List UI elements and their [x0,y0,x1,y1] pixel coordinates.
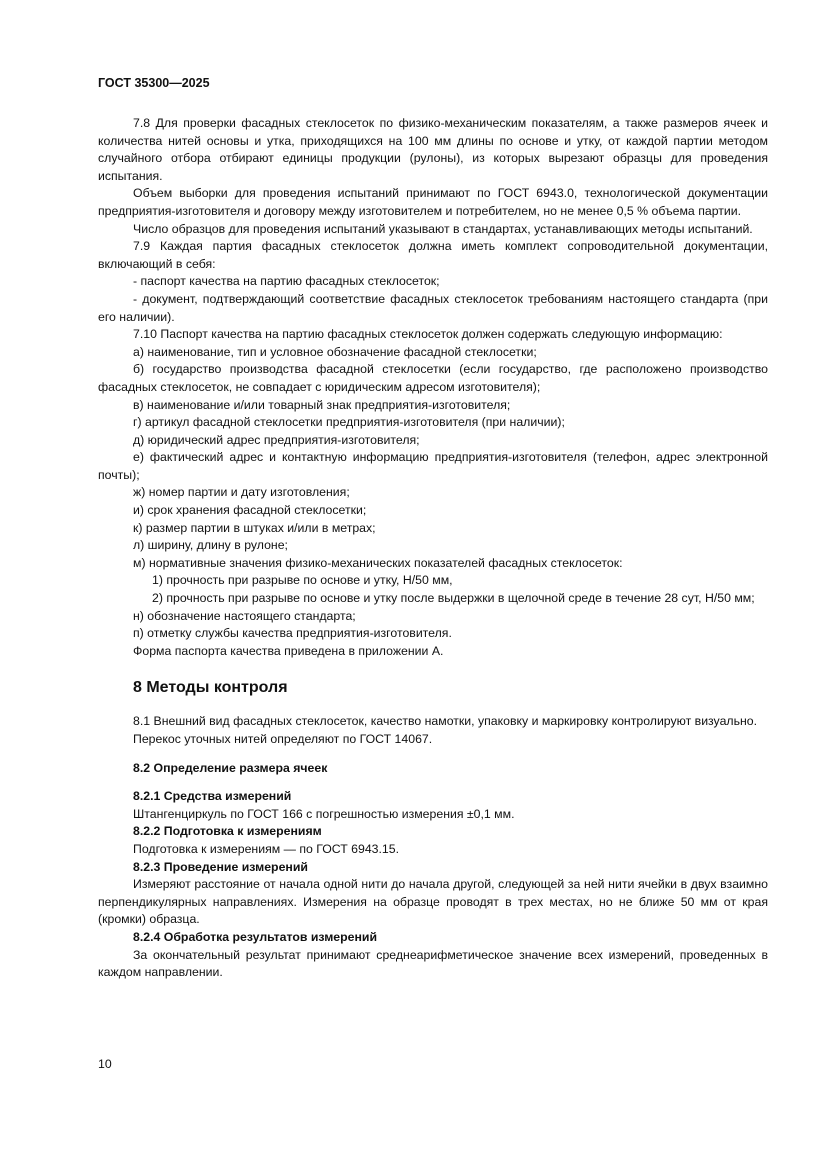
paragraph-8-2-2: Подготовка к измерениям — по ГОСТ 6943.15. [133,841,400,856]
paragraph-7-9: 7.9 Каждая партия фасадных стеклосеток должна иметь комплект сопроводительной документации, включающий в себя: [98,239,768,271]
paragraph-7-8: 7.8 Для проверки фасадных стеклосеток по физико-механическим показателям, а также размеров ячеек и количества нитей основы и утка, приходящихся на 100 мм длины по основе и утку, от каждой партии методом случайного отбора отбирают единицы продукции (рулоны), из которых вырезают образцы для проведения испытания. [98,116,768,183]
section-8-title: 8 Методы контроля [133,679,288,697]
list-item: м) нормативные значения физико-механических показателей фасадных стеклосеток: [133,555,623,570]
page-content [98,115,768,982]
list-item: б) государство производства фасадной стеклосетки (если государство, где расположено производство фасадных стеклосеток, не совпадает с юридическим адресом изготовителя); [98,362,768,394]
heading-8-2-2: 8.2.2 Подготовка к измерениям [133,824,322,839]
page-number: 10 [98,1057,112,1071]
list-item: п) отметку службы качества предприятия-изготовителя. [133,626,452,641]
paragraph-sample-number: Число образцов для проведения испытаний указывают в стандартах, устанавливающих методы испытаний. [133,221,753,236]
heading-8-2-4: 8.2.4 Обработка результатов измерений [133,929,378,944]
sub-list-item: 1) прочность при разрыве по основе и утку, Н/50 мм, [152,573,453,588]
list-item: - паспорт качества на партию фасадных стеклосеток; [133,274,440,289]
list-item: е) фактический адрес и контактную информацию предприятия-изготовителя (телефон, адрес электронной почты); [98,450,768,482]
paragraph-8-2-1: Штангенциркуль по ГОСТ 166 с погрешностью измерения ±0,1 мм. [133,806,515,821]
list-item: а) наименование, тип и условное обозначение фасадной стеклосетки; [133,344,537,359]
list-item: ж) номер партии и дату изготовления; [133,485,350,500]
list-item: г) артикул фасадной стеклосетки предприятия-изготовителя (при наличии); [133,415,565,430]
paragraph-weft-skew: Перекос уточных нитей определяют по ГОСТ 14067. [133,732,433,746]
paragraph-7-10: 7.10 Паспорт качества на партию фасадных стеклосеток должен содержать следующую информацию: [133,327,723,342]
list-item: н) обозначение настоящего стандарта; [133,608,356,623]
sub-list-item: 2) прочность при разрыве по основе и утку после выдержки в щелочной среде в течение 28 сут, Н/50 мм; [152,591,755,606]
heading-8-2-3: 8.2.3 Проведение измерений [133,859,308,874]
list-item: и) срок хранения фасадной стеклосетки; [133,503,367,518]
paragraph-sample-size: Объем выборки для проведения испытаний принимают по ГОСТ 6943.0, технологической документации предприятия-изготовителя и договору между изготовителем и потребителем, но не менее 0,5 % объема партии. [98,186,768,218]
paragraph-8-2-4: За окончательный результат принимают среднеарифметическое значение всех измерений, проведенных в каждом направлении. [98,947,768,980]
heading-8-2: 8.2 Определение размера ячеек [133,760,328,775]
heading-8-2-1: 8.2.1 Средства измерений [133,789,292,804]
list-item: - документ, подтверждающий соответствие фасадных стеклосеток требованиям настоящего стандарта (при его наличии). [98,291,768,324]
paragraph-8-2-3: Измеряют расстояние от начала одной нити до начала другой, следующей за ней нити ячейки в двух взаимно перпендикулярных направлениях. Измерения на образце проводят в трех местах, но не ближе 50 мм от края (кромки) образца. [98,877,768,927]
document-header: ГОСТ 35300—2025 [98,76,210,90]
list-item: д) юридический адрес предприятия-изготовителя; [133,432,420,447]
list-item: в) наименование и/или товарный знак предприятия-изготовителя; [133,397,511,412]
list-item: к) размер партии в штуках и/или в метрах; [133,520,376,535]
paragraph-8-1: 8.1 Внешний вид фасадных стеклосеток, качество намотки, упаковку и маркировку контролируют визуально. [133,714,758,729]
paragraph-passport-form: Форма паспорта качества приведена в приложении А. [133,643,444,658]
list-item: л) ширину, длину в рулоне; [133,538,288,553]
